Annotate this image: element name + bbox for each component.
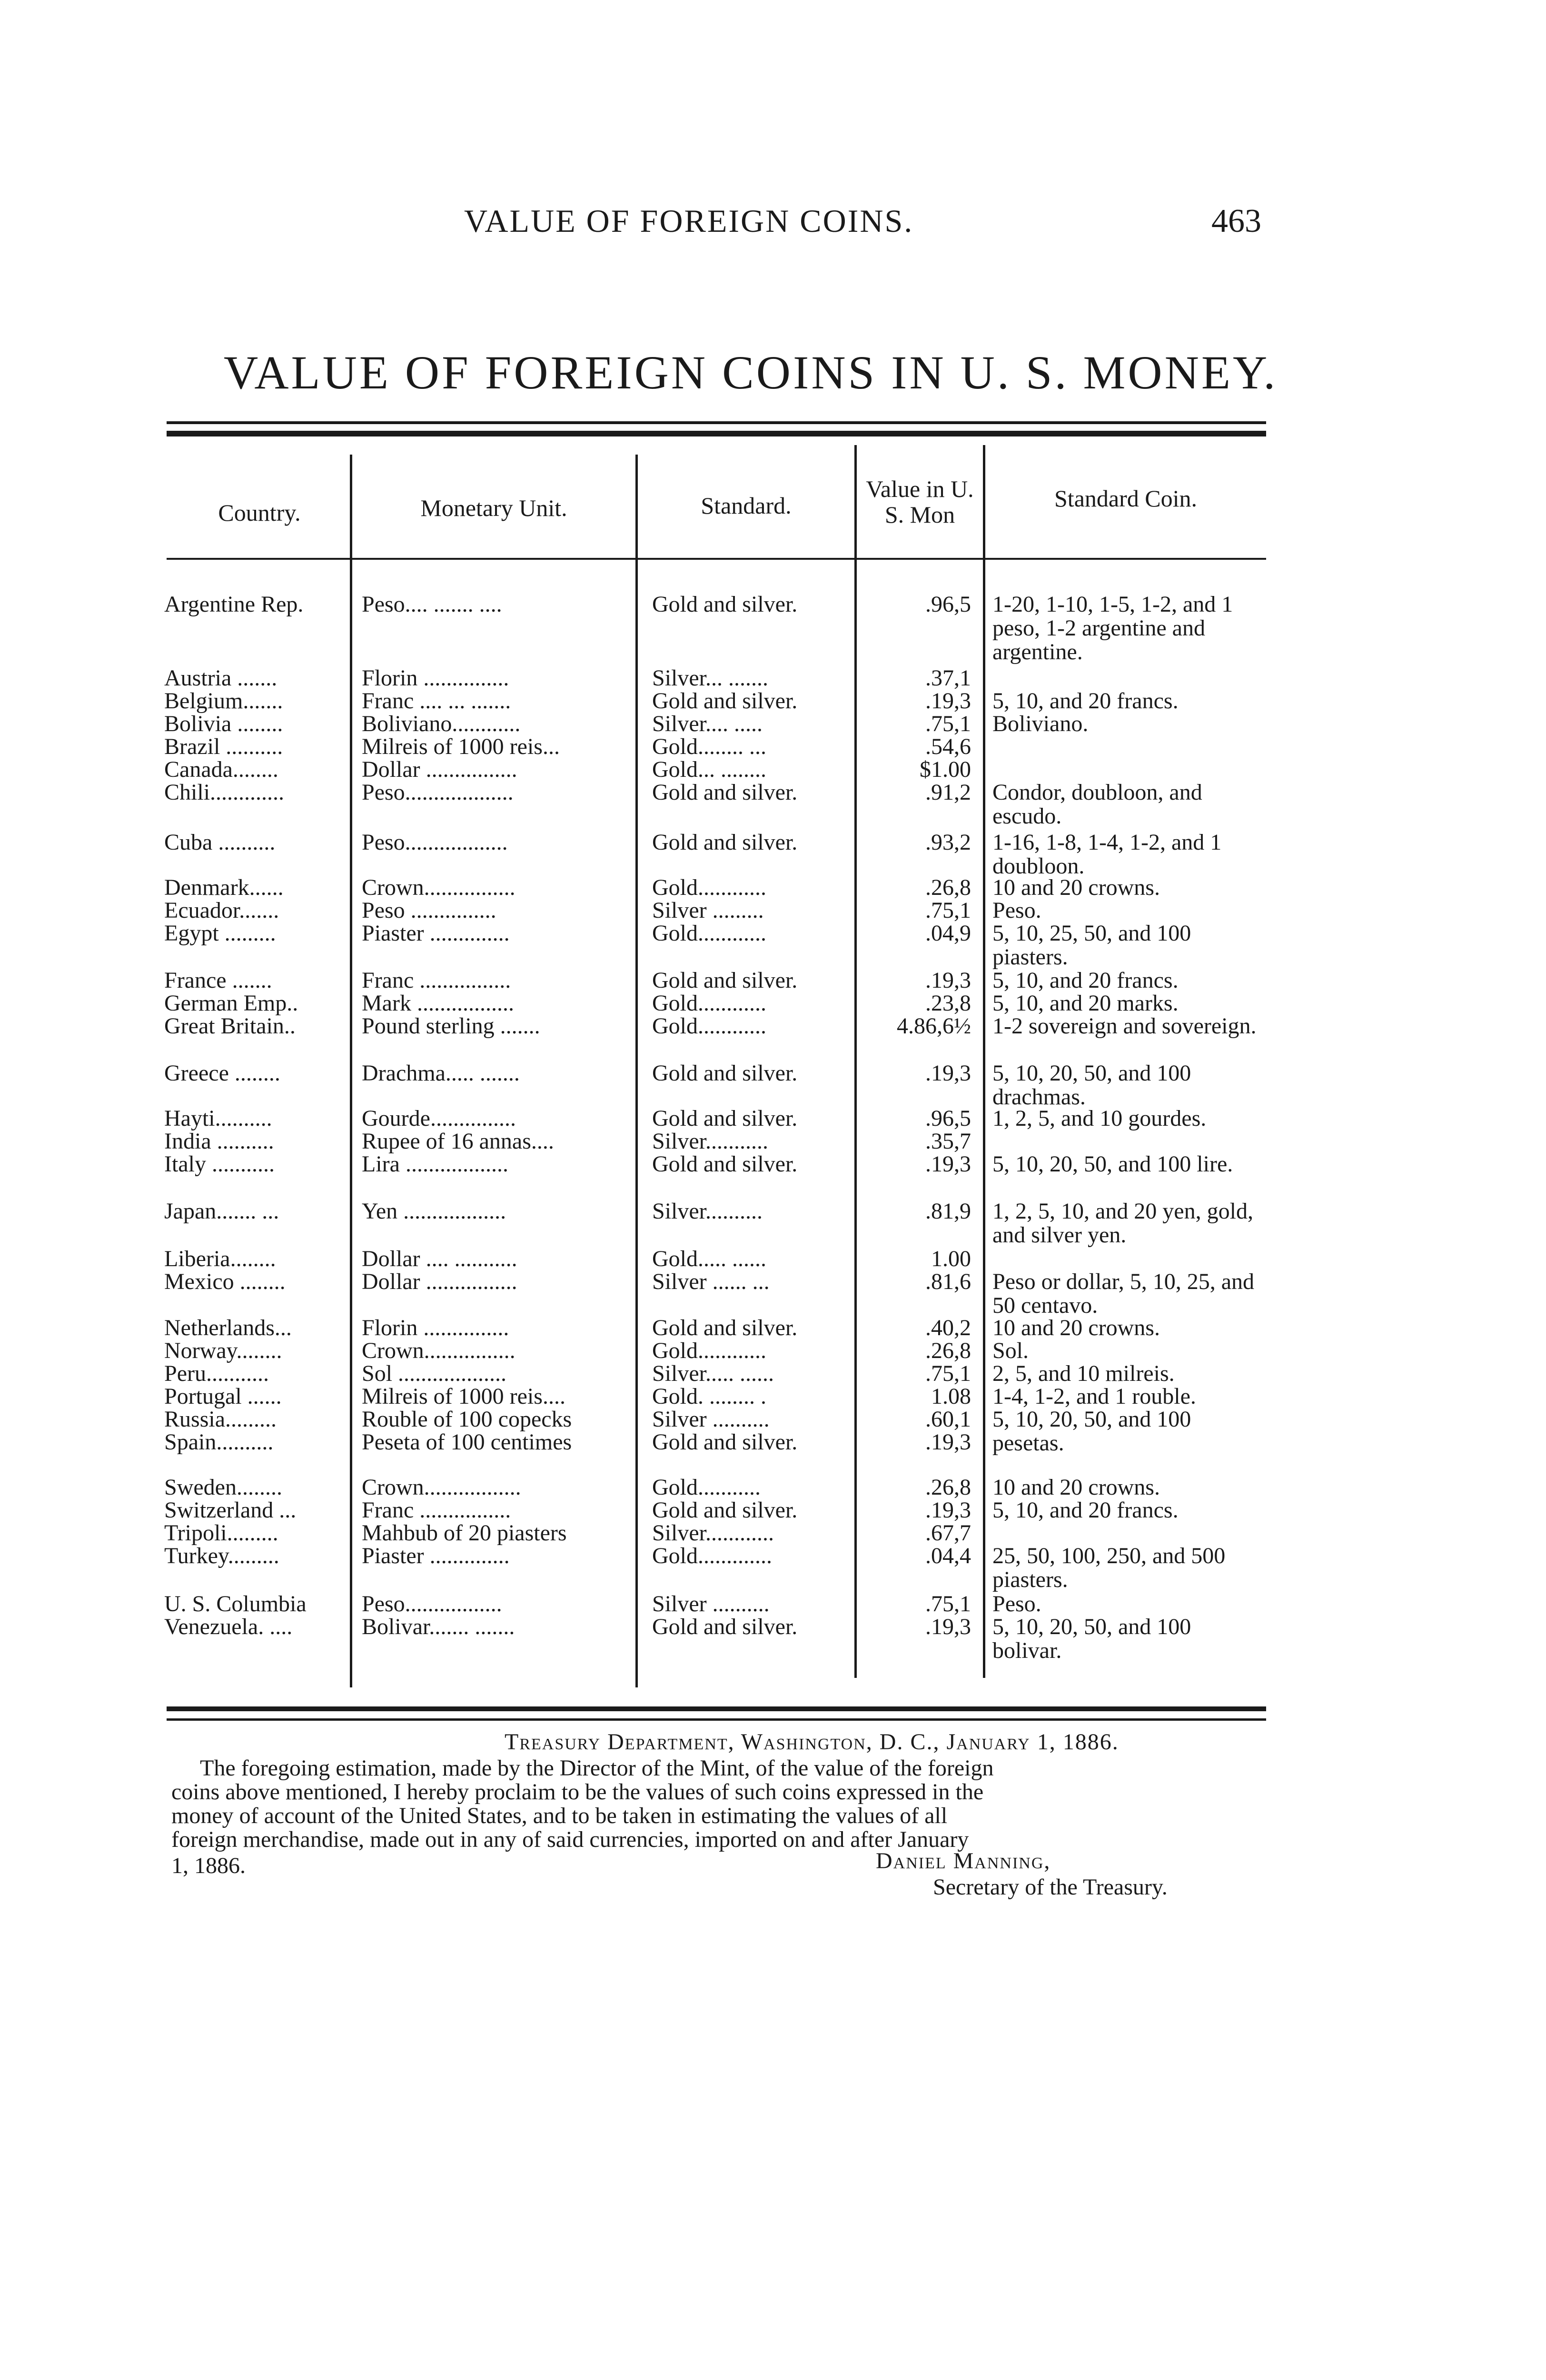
cell-country: Hayti.......... [164,1107,272,1130]
cell-coin: 1-2 sovereign and sovereign. [992,1013,1257,1039]
cell-country: Bolivia ........ [164,712,283,736]
cell-unit: Yen .................. [362,1200,506,1223]
cell-country: Tripoli......... [164,1521,278,1545]
cell-value: .23,8 [925,992,971,1015]
cell-value: .19,3 [925,1498,971,1522]
cell-value: .67,7 [925,1521,971,1545]
cell-coin: Peso. [992,898,1041,923]
cell-unit: Peso ............... [362,899,496,922]
cell-value: 1.00 [931,1247,971,1271]
cell-country: Ecuador....... [164,899,279,922]
cell-standard: Silver ...... ... [652,1270,770,1294]
cell-unit: Boliviano............ [362,712,521,736]
cell-value: .54,6 [925,735,971,759]
cell-value: .75,1 [925,712,971,736]
cell-country: Chili............. [164,781,285,804]
cell-unit: Peseta of 100 centimes [362,1430,572,1454]
cell-standard: Gold............ [652,922,766,945]
cell-country: Italy ........... [164,1152,275,1176]
cell-standard: Gold..... ...... [652,1247,766,1271]
cell-standard: Gold............. [652,1544,772,1568]
cell-value: .91,2 [925,781,971,804]
cell-coin: 1, 2, 5, 10, and 20 yen, gold, and silver yen. [992,1199,1253,1248]
cell-standard: Silver.......... [652,1200,763,1223]
cell-country: Great Britain.. [164,1014,296,1038]
cell-value: .75,1 [925,899,971,922]
cell-value: .04,4 [925,1544,971,1568]
column-header-unit: Monetary Unit. [420,495,567,521]
cell-country: U. S. Columbia [164,1592,307,1616]
cell-standard: Silver .......... [652,1592,770,1616]
cell-standard: Gold... ........ [652,758,766,782]
cell-coin: Condor, doubloon, and escudo. [992,780,1202,829]
cell-coin: 5, 10, 20, 50, and 100 bolivar. [992,1614,1191,1663]
cell-coin: 2, 5, and 10 milreis. [992,1361,1175,1386]
cell-standard: Gold and silver. [652,781,798,804]
bottom-rule-thick [167,1706,1266,1711]
cell-standard: Gold and silver. [652,1316,798,1340]
cell-unit: Peso................... [362,781,514,804]
cell-unit: Franc ................ [362,1498,511,1522]
cell-country: Sweden........ [164,1476,282,1499]
cell-value: .96,5 [925,1107,971,1130]
cell-coin: 5, 10, and 20 marks. [992,991,1179,1016]
cell-coin: 1-4, 1-2, and 1 rouble. [992,1384,1196,1409]
cell-unit: Milreis of 1000 reis.... [362,1385,565,1408]
cell-standard: Gold and silver. [652,1498,798,1522]
cell-value: .19,3 [925,1430,971,1454]
page-number: 463 [1211,203,1261,239]
cell-value: .26,8 [925,1339,971,1363]
col-divider-2 [635,455,638,1687]
top-rule-thin [167,421,1266,424]
cell-unit: Dollar ................ [362,758,517,782]
cell-unit: Mark ................. [362,992,514,1015]
cell-coin: 1-20, 1-10, 1-5, 1-2, and 1 peso, 1-2 argentine and argentine. [992,592,1233,664]
cell-unit: Peso.................. [362,831,508,854]
cell-country: India .......... [164,1130,274,1153]
cell-standard: Gold............ [652,876,766,900]
cell-country: Cuba .......... [164,831,276,854]
cell-standard: Gold........... [652,1476,761,1499]
cell-value: .19,3 [925,689,971,713]
proclamation-line-3: money of account of the United States, and to be taken in estimating the values of all [171,1803,948,1828]
cell-value: 1.08 [931,1385,971,1408]
cell-standard: Gold and silver. [652,1107,798,1130]
cell-unit: Franc ................ [362,969,511,992]
cell-standard: Silver... ....... [652,666,769,690]
cell-coin: 5, 10, 20, 50, and 100 pesetas. [992,1407,1191,1456]
cell-unit: Florin ............... [362,1316,509,1340]
cell-standard: Silver .......... [652,1408,770,1431]
column-header-standard: Standard. [701,492,792,519]
cell-value: .81,9 [925,1200,971,1223]
column-header-country: Country. [218,499,301,526]
footer-dateline: Treasury Department, Washington, D. C., January 1, 1886. [505,1729,1119,1755]
cell-standard: Silver ......... [652,899,764,922]
cell-coin: 1-16, 1-8, 1-4, 1-2, and 1 doubloon. [992,830,1222,879]
cell-coin: Peso. [992,1591,1041,1616]
cell-standard: Gold and silver. [652,1152,798,1176]
bottom-rule-thin [167,1718,1266,1721]
cell-standard: Gold and silver. [652,689,798,713]
cell-value: .35,7 [925,1130,971,1153]
cell-value: .60,1 [925,1408,971,1431]
cell-value: .04,9 [925,922,971,945]
cell-country: Peru........... [164,1362,269,1386]
cell-unit: Milreis of 1000 reis... [362,735,560,759]
cell-coin: 5, 10, 25, 50, and 100 piasters. [992,921,1191,970]
cell-unit: Rouble of 100 copecks [362,1408,572,1431]
cell-country: Belgium....... [164,689,283,713]
cell-unit: Peso................. [362,1592,502,1616]
cell-unit: Crown................. [362,1476,521,1499]
cell-standard: Gold............ [652,1014,766,1038]
cell-unit: Gourde............... [362,1107,516,1130]
cell-value: .19,3 [925,1615,971,1639]
cell-country: Greece ........ [164,1061,280,1085]
cell-unit: Rupee of 16 annas.... [362,1130,554,1153]
cell-value: .96,5 [925,593,971,616]
cell-unit: Crown................ [362,1339,515,1363]
cell-coin: 25, 50, 100, 250, and 500 piasters. [992,1543,1226,1592]
cell-country: Turkey......... [164,1544,279,1568]
cell-coin: 1, 2, 5, and 10 gourdes. [992,1106,1207,1131]
cell-standard: Gold............ [652,1339,766,1363]
proclamation-line-2: coins above mentioned, I hereby proclaim to be the values of such coins expressed in the [171,1779,984,1805]
cell-unit: Peso.... ....... .... [362,593,502,616]
cell-value: .75,1 [925,1362,971,1386]
cell-unit: Franc .... ... ....... [362,689,511,713]
cell-value: $1.00 [920,758,971,782]
cell-value: .19,3 [925,969,971,992]
cell-country: Russia......... [164,1408,277,1431]
cell-value: 4.86,6½ [897,1014,971,1038]
column-header-coin: Standard Coin. [1054,485,1197,512]
cell-coin: Sol. [992,1338,1029,1363]
cell-value: .19,3 [925,1152,971,1176]
cell-country: Argentine Rep. [164,593,304,616]
cell-standard: Silver............ [652,1521,774,1545]
cell-unit: Mahbub of 20 piasters [362,1521,567,1545]
cell-unit: Piaster .............. [362,922,510,945]
cell-standard: Gold and silver. [652,1615,798,1639]
cell-country: Denmark...... [164,876,284,900]
cell-country: Japan....... ... [164,1200,279,1223]
cell-standard: Gold and silver. [652,1430,798,1454]
signatory-title: Secretary of the Treasury. [933,1874,1168,1900]
running-head: VALUE OF FOREIGN COINS. [464,203,914,239]
cell-standard: Silver..... ...... [652,1362,774,1386]
cell-unit: Drachma..... ....... [362,1061,520,1085]
cell-country: Canada........ [164,758,278,782]
cell-country: Brazil .......... [164,735,283,759]
cell-standard: Gold and silver. [652,969,798,992]
cell-country: Switzerland ... [164,1498,297,1522]
cell-coin: 5, 10, and 20 francs. [992,688,1179,714]
cell-country: Norway........ [164,1339,282,1363]
col-divider-1 [350,455,352,1687]
cell-coin: 5, 10, 20, 50, and 100 lire. [992,1151,1233,1177]
date-tail: 1, 1886. [171,1853,246,1878]
cell-value: .93,2 [925,831,971,854]
cell-country: Egypt ......... [164,922,276,945]
cell-value: .26,8 [925,876,971,900]
cell-country: Netherlands... [164,1316,292,1340]
cell-value: .37,1 [925,666,971,690]
cell-country: Spain.......... [164,1430,274,1454]
cell-standard: Gold............ [652,992,766,1015]
cell-coin: 5, 10, and 20 francs. [992,968,1179,993]
cell-unit: Florin ............... [362,666,509,690]
col-divider-4 [983,445,985,1678]
cell-country: German Emp.. [164,992,298,1015]
cell-standard: Gold and silver. [652,831,798,854]
cell-country: Austria ....... [164,666,277,690]
cell-country: France ....... [164,969,272,992]
cell-unit: Dollar .... ........... [362,1247,517,1271]
cell-unit: Crown................ [362,876,515,900]
cell-standard: Gold and silver. [652,1061,798,1085]
cell-unit: Pound sterling ....... [362,1014,540,1038]
cell-standard: Silver........... [652,1130,769,1153]
cell-standard: Silver.... ..... [652,712,763,736]
cell-standard: Gold and silver. [652,593,798,616]
cell-standard: Gold. ........ . [652,1385,766,1408]
proclamation-line-1: The foregoing estimation, made by the Director of the Mint, of the value of the foreign [200,1755,994,1781]
signatory-name: Daniel Manning, [876,1848,1051,1874]
cell-country: Liberia........ [164,1247,276,1271]
top-rule-thick [167,431,1266,436]
cell-country: Mexico ........ [164,1270,286,1294]
cell-value: .26,8 [925,1476,971,1499]
cell-value: .75,1 [925,1592,971,1616]
cell-coin: 5, 10, and 20 francs. [992,1497,1179,1523]
cell-coin: 10 and 20 crowns. [992,1475,1160,1500]
cell-coin: 10 and 20 crowns. [992,1315,1160,1340]
proclamation-line-4: foreign merchandise, made out in any of said currencies, imported on and after January [171,1827,969,1852]
cell-country: Portugal ...... [164,1385,282,1408]
cell-unit: Dollar ................ [362,1270,517,1294]
cell-standard: Gold........ ... [652,735,766,759]
cell-unit: Sol ................... [362,1362,507,1386]
cell-country: Venezuela. .... [164,1615,293,1639]
cell-value: .19,3 [925,1061,971,1085]
cell-value: .40,2 [925,1316,971,1340]
cell-unit: Piaster .............. [362,1544,510,1568]
cell-coin: Peso or dollar, 5, 10, 25, and 50 centavo. [992,1269,1255,1318]
cell-unit: Bolivar....... ....... [362,1615,515,1639]
cell-coin: Boliviano. [992,711,1089,736]
cell-coin: 5, 10, 20, 50, and 100 drachmas. [992,1061,1191,1110]
cell-unit: Lira .................. [362,1152,508,1176]
column-header-value: Value in U. S. Mon [866,476,974,528]
header-underline [167,558,1266,560]
cell-coin: 10 and 20 crowns. [992,875,1160,900]
cell-value: .81,6 [925,1270,971,1294]
page-title: VALUE OF FOREIGN COINS IN U. S. MONEY. [224,346,1278,399]
